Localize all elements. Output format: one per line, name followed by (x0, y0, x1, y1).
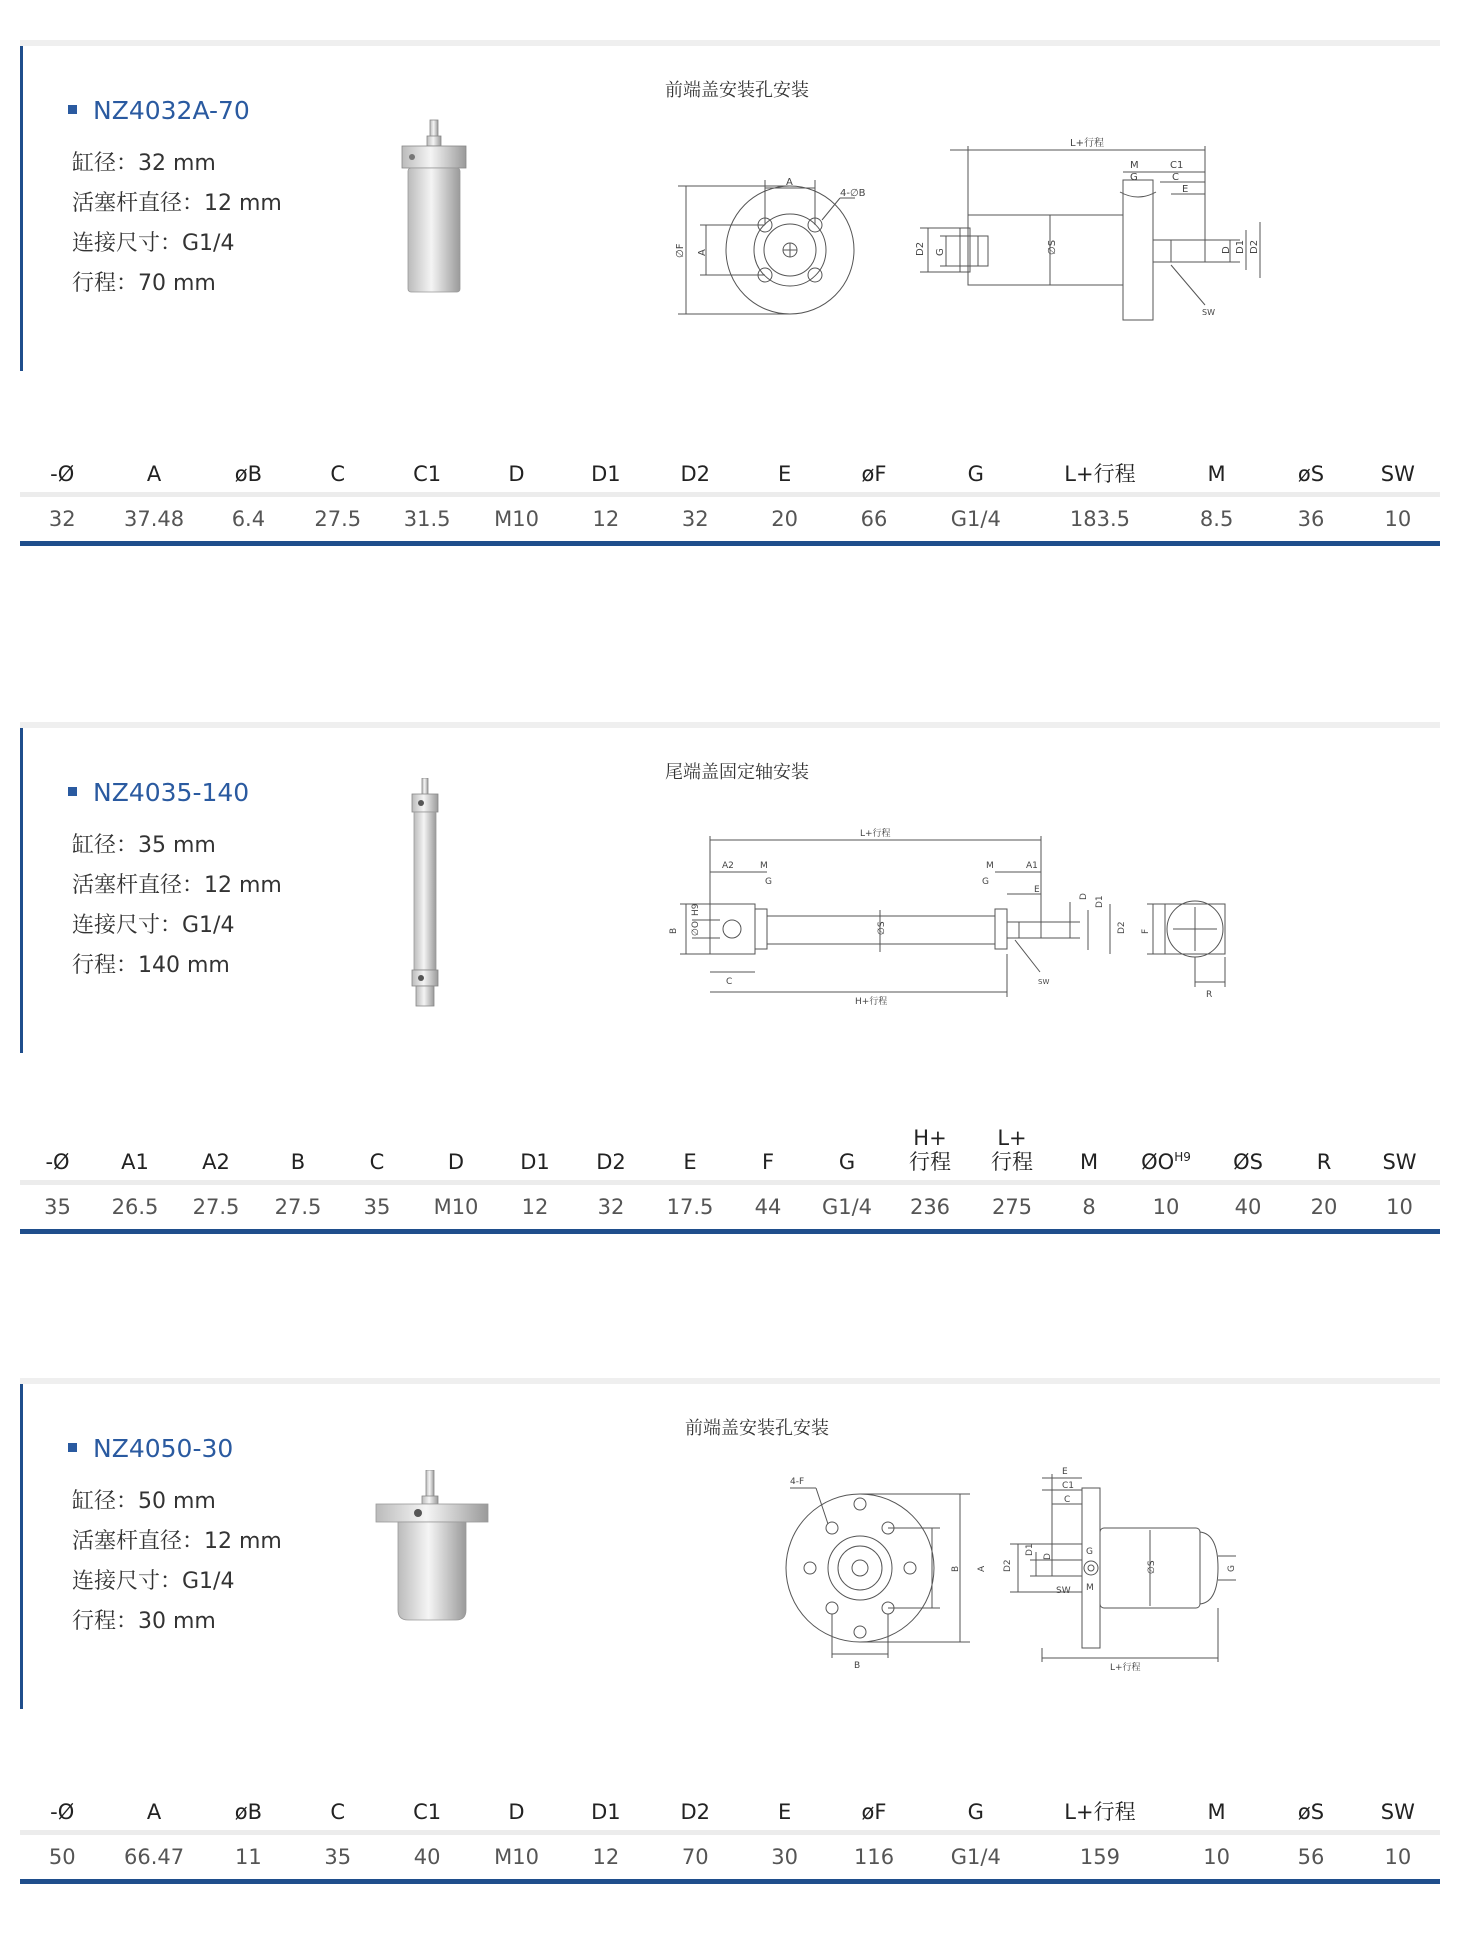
spec-rod: 活塞杆直径：12 mm (72, 873, 282, 898)
dim-c: C (726, 977, 733, 987)
spec-port: 连接尺寸：G1/4 (72, 1569, 235, 1594)
table-cell: 66.47 (123, 1845, 185, 1869)
table-header-cell: $ØO^{H9}$ (1141, 1150, 1191, 1174)
table-cell: 159 (1079, 1845, 1120, 1869)
spec-table (20, 1122, 1440, 1234)
table-header-cell: M (1207, 462, 1226, 486)
table-cell: 56 (1297, 1845, 1325, 1869)
table-header-cell: R (1316, 1150, 1332, 1174)
dim-g: G (1086, 1547, 1093, 1557)
table-header-cell: SW (1382, 1150, 1417, 1174)
spec-table (20, 1786, 1440, 1884)
table-cell: 32 (597, 1195, 625, 1219)
table-cell: 10 (1384, 507, 1412, 531)
table-header-cell: G (838, 1150, 856, 1174)
table-header-row (20, 1786, 1440, 1830)
side-view (920, 146, 1260, 320)
table-cell: 116 (853, 1845, 895, 1869)
front-view (678, 180, 855, 314)
spec-stroke: 行程：30 mm (72, 1609, 216, 1634)
table-cell: 6.4 (231, 507, 266, 531)
spec-bore: 缸径：32 mm (72, 151, 216, 176)
product-section-2 (20, 722, 1440, 1252)
spec-port: 连接尺寸：G1/4 (72, 913, 235, 938)
table-cell: 35 (363, 1195, 391, 1219)
product-photo (372, 1470, 492, 1630)
table-header-cell: G (967, 462, 984, 486)
technical-drawing (650, 110, 1420, 390)
table-cell: 8 (1082, 1195, 1096, 1219)
table-row (20, 1185, 1440, 1229)
product-photo (390, 118, 480, 298)
dim-sw: SW (1056, 1586, 1071, 1596)
table-bottom-border (20, 1879, 1440, 1884)
mount-type-label: 前端盖安装孔安装 (685, 1418, 829, 1439)
dim-c1: C1 (1062, 1481, 1075, 1491)
dim-h9: H9 (691, 903, 701, 916)
table-cell: 35 (324, 1845, 352, 1869)
table-cell: 44 (754, 1195, 782, 1219)
table-header-cell: A (146, 462, 162, 486)
spec-bore: 缸径：50 mm (72, 1489, 216, 1514)
table-header-cell: -Ø (45, 1150, 70, 1174)
dim-r: R (1206, 990, 1213, 1000)
dim-d: D (1079, 893, 1089, 900)
dim-sw: SW (1202, 308, 1215, 317)
spec-stroke: 行程：140 mm (72, 953, 230, 978)
dim-a: A (786, 177, 793, 188)
spec-list (72, 144, 282, 304)
dim-m-right: M (986, 861, 994, 871)
section-left-accent (20, 46, 23, 371)
table-cell: 12 (592, 1845, 620, 1869)
dim-sw: SW (1038, 978, 1050, 986)
table-header-cell: C (369, 1150, 385, 1174)
table-header-cell: SW (1380, 462, 1415, 486)
bullet-square-icon (68, 1443, 77, 1452)
table-header-cell: øB (234, 462, 263, 486)
table-cell: 40 (413, 1845, 441, 1869)
table-header-cell: F (761, 1150, 775, 1174)
table-header-cell: D2 (596, 1150, 626, 1174)
table-header-cell: L+行程 (1064, 462, 1136, 486)
table-cell: 70 (681, 1845, 709, 1869)
section-top-divider (20, 722, 1440, 728)
table-header-cell: L+ 行程 (991, 1126, 1033, 1174)
table-cell: 183.5 (1069, 507, 1130, 531)
product-title (68, 1434, 233, 1463)
table-header-cell: D1 (591, 1800, 621, 1824)
side-view (1010, 1474, 1236, 1662)
dim-d: D (1221, 246, 1232, 254)
table-cell: 50 (48, 1845, 76, 1869)
table-cell: 27.5 (274, 1195, 322, 1219)
table-header-cell: -Ø (50, 462, 75, 486)
table-bottom-border (20, 541, 1440, 546)
table-row (20, 1835, 1440, 1879)
table-cell: 26.5 (111, 1195, 159, 1219)
table-header-cell: M (1079, 1150, 1099, 1174)
table-header-cell: B (290, 1150, 306, 1174)
dim-s: ∅S (877, 921, 887, 935)
dim-h: H+行程 (855, 997, 888, 1007)
table-cell: 20 (1310, 1195, 1338, 1219)
spec-rod: 活塞杆直径：12 mm (72, 1529, 282, 1554)
table-header-cell: A (146, 1800, 162, 1824)
table-cell: G1/4 (821, 1195, 873, 1219)
table-row (20, 497, 1440, 541)
dim-d: D (1043, 1553, 1053, 1560)
dim-g-left: G (765, 877, 772, 887)
tolerance-superscript: H9 (1174, 1150, 1191, 1164)
table-header-cell: D1 (520, 1150, 550, 1174)
table-header-cell: øF (861, 462, 887, 486)
table-cell: M10 (494, 1845, 539, 1869)
table-header-cell: D (447, 1150, 465, 1174)
spec-list (72, 1482, 282, 1642)
dim-a2: A2 (722, 861, 734, 871)
table-header-cell: G (967, 1800, 984, 1824)
end-view (1147, 901, 1225, 987)
table-header-row (20, 1122, 1440, 1180)
table-header-cell: -Ø (50, 1800, 75, 1824)
table-header-cell: øS (1297, 462, 1325, 486)
mount-type-label: 尾端盖固定轴安装 (665, 762, 809, 783)
table-header-cell: C (330, 462, 346, 486)
table-cell: M10 (433, 1195, 479, 1219)
table-cell: 275 (991, 1195, 1033, 1219)
dim-s: ∅S (1147, 1560, 1157, 1574)
product-title-text: NZ4032A-70 (93, 96, 250, 125)
table-cell: G1/4 (950, 1845, 1001, 1869)
table-header-cell: C (330, 1800, 346, 1824)
table-header-cell: H+ 行程 (909, 1126, 951, 1174)
dim-b: B (669, 927, 679, 934)
dim-4f: 4-F (790, 1477, 805, 1487)
dim-d1: D1 (1095, 895, 1105, 908)
section-top-divider (20, 1378, 1440, 1384)
table-cell: 32 (48, 507, 76, 531)
table-header-cell: ØS (1233, 1150, 1263, 1174)
dim-c: C (1064, 1495, 1071, 1505)
table-header-cell: D1 (591, 462, 621, 486)
spec-rod: 活塞杆直径：12 mm (72, 191, 282, 216)
table-header-cell: øB (234, 1800, 263, 1824)
dim-b: B (854, 1661, 861, 1671)
table-header-cell: øF (861, 1800, 887, 1824)
table-header-cell: D2 (680, 1800, 711, 1824)
dim-m: M (1130, 160, 1139, 171)
section-top-divider (20, 40, 1440, 46)
dim-a-vert: A (697, 249, 708, 256)
product-title (68, 778, 249, 807)
bullet-square-icon (68, 105, 77, 114)
table-header-cell: A1 (121, 1150, 149, 1174)
table-cell: M10 (494, 507, 539, 531)
table-cell: 8.5 (1199, 507, 1234, 531)
dim-l: L+行程 (1070, 138, 1104, 149)
dim-o: ∅O (691, 921, 701, 936)
dim-s: ∅S (1047, 239, 1058, 255)
table-cell: 10 (1203, 1845, 1230, 1869)
table-cell: 27.5 (192, 1195, 240, 1219)
dim-f: F (1141, 928, 1151, 934)
table-header-cell: L+行程 (1064, 1800, 1136, 1824)
side-view (680, 836, 1110, 997)
table-cell: 36 (1297, 507, 1325, 531)
table-header-cell: A2 (202, 1150, 230, 1174)
dim-m-left: M (760, 861, 768, 871)
table-header-cell: M (1207, 1800, 1226, 1824)
table-header-cell: D (508, 462, 525, 486)
table-header-cell: C1 (413, 462, 442, 486)
table-cell: 35 (44, 1195, 71, 1219)
dim-g-left: G (935, 248, 946, 256)
table-cell: 10 (1386, 1195, 1413, 1219)
product-title-text: NZ4035-140 (93, 778, 250, 807)
table-header-cell: E (778, 462, 792, 486)
dim-f: ∅F (675, 243, 686, 258)
dim-e: E (1062, 1467, 1068, 1477)
dim-d1: D1 (1235, 239, 1246, 254)
product-section-1 (20, 40, 1440, 560)
section-left-accent (20, 1384, 23, 1709)
table-cell: 10 (1384, 1845, 1412, 1869)
section-left-accent (20, 728, 23, 1053)
table-cell: 17.5 (666, 1195, 714, 1219)
technical-drawing (780, 1448, 1420, 1688)
table-header-cell: D (508, 1800, 525, 1824)
table-header-cell: C1 (413, 1800, 442, 1824)
table-cell: 236 (909, 1195, 951, 1219)
table-header-cell: D2 (680, 462, 711, 486)
dim-e: E (1182, 184, 1189, 195)
dim-b-vert: B (951, 1565, 961, 1572)
table-header-cell: E (778, 1800, 792, 1824)
dim-g-right: G (1227, 1565, 1237, 1572)
dim-g: G (1130, 172, 1138, 183)
spec-list (72, 826, 282, 986)
table-cell: 30 (771, 1845, 798, 1869)
table-cell: 37.48 (123, 507, 185, 531)
dim-d1: D1 (1025, 1543, 1035, 1556)
table-cell: 10 (1152, 1195, 1180, 1219)
table-cell: 11 (235, 1845, 262, 1869)
table-cell: 12 (592, 507, 620, 531)
table-cell: 32 (681, 507, 709, 531)
dim-a1: A1 (1026, 861, 1038, 871)
table-cell: 66 (860, 507, 888, 531)
table-cell: 20 (771, 507, 798, 531)
dim-c: C (1172, 172, 1179, 183)
product-section-3 (20, 1378, 1440, 1898)
product-title-text: NZ4050-30 (93, 1434, 234, 1463)
spec-stroke: 行程：70 mm (72, 271, 216, 296)
dim-d2: D2 (1117, 921, 1127, 934)
dim-d2-left: D2 (915, 241, 926, 256)
dim-b: 4-∅B (840, 188, 866, 199)
dim-c1: C1 (1170, 160, 1184, 171)
table-bottom-border (20, 1229, 1440, 1234)
dim-g-right: G (982, 877, 989, 887)
dim-a: A (977, 1565, 987, 1572)
bullet-square-icon (68, 787, 77, 796)
spec-bore: 缸径：35 mm (72, 833, 216, 858)
mount-type-label: 前端盖安装孔安装 (665, 80, 809, 101)
product-title (68, 96, 250, 125)
spec-port: 连接尺寸：G1/4 (72, 231, 235, 256)
dim-l: L+行程 (1110, 1663, 1141, 1673)
table-cell: 12 (521, 1195, 549, 1219)
dim-e: E (1034, 885, 1040, 895)
table-header-row (20, 448, 1440, 492)
front-view (786, 1488, 970, 1658)
dim-l: L+行程 (860, 829, 891, 839)
table-cell: 27.5 (314, 507, 362, 531)
table-cell: 31.5 (403, 507, 451, 531)
table-header-cell: SW (1380, 1800, 1415, 1824)
spec-table (20, 448, 1440, 546)
technical-drawing (650, 812, 1420, 1012)
dim-d2: D2 (1249, 239, 1260, 254)
table-cell: G1/4 (950, 507, 1001, 531)
table-header-cell: E (683, 1150, 697, 1174)
table-header-cell: øS (1297, 1800, 1325, 1824)
product-photo (400, 778, 450, 1008)
dim-d2: D2 (1003, 1559, 1013, 1572)
table-cell: 40 (1234, 1195, 1262, 1219)
dim-m: M (1086, 1583, 1094, 1593)
